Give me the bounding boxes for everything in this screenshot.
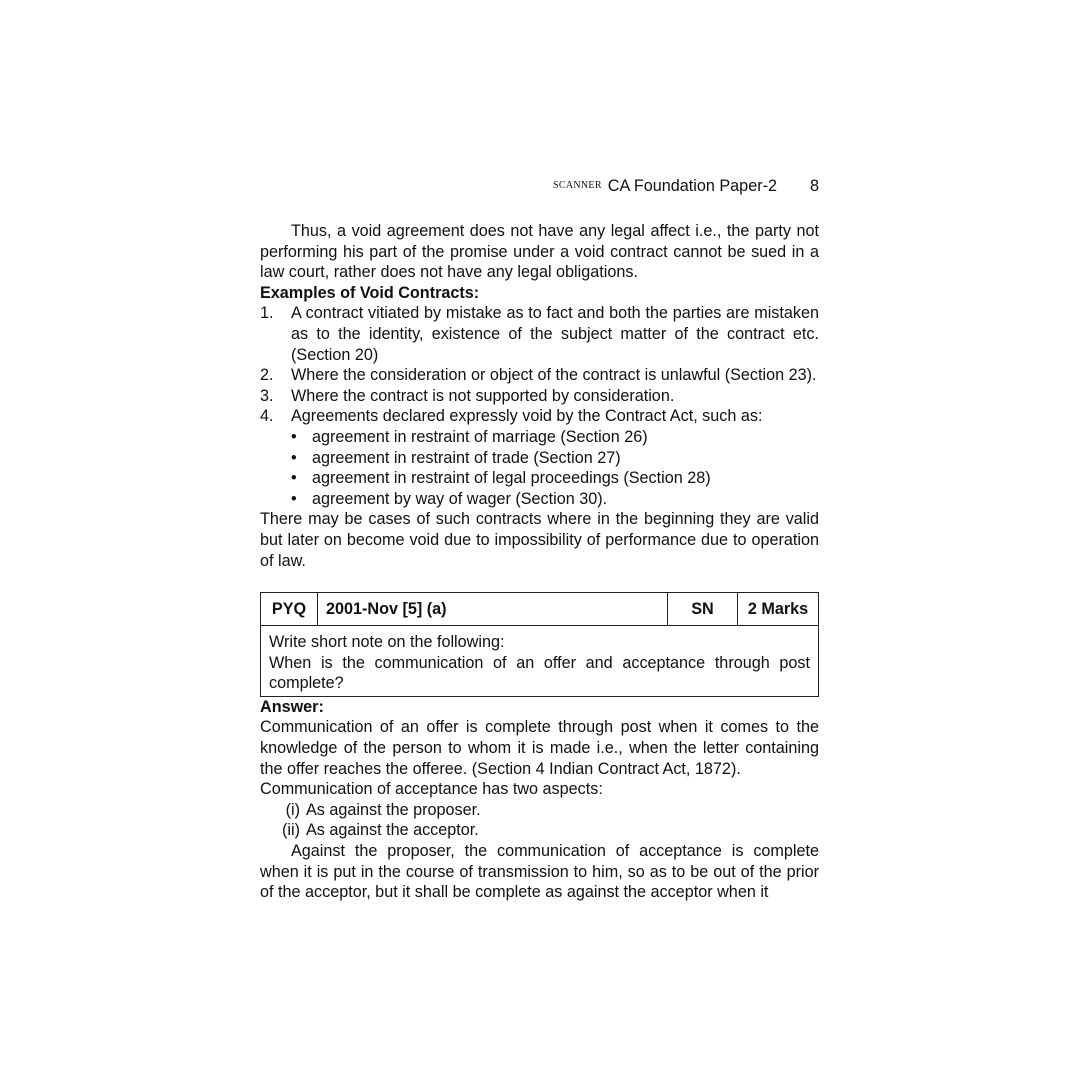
pyq-box [260,592,819,697]
list-item-text: Where the contract is not supported by consideration. [291,386,675,405]
list-item [260,365,819,386]
list-marker: 2. [260,366,274,385]
aspects-list [260,800,819,841]
pyq-label: PYQ [261,593,318,625]
list-marker: 1. [260,304,274,323]
list-item-text: A contract vitiated by mistake as to fact and both the parties are mistaken as to the identity, existence of the subject matter of the contract etc. (Section 20) [291,304,819,364]
pyq-type: SN [668,593,738,625]
scanner-logo: SCANNER [553,180,602,191]
list-item-text: Agreements declared expressly void by the Contract Act, such as: [291,407,763,426]
examples-list [260,303,819,509]
bullet-icon: • [291,448,297,467]
pyq-marks: 2 Marks [747,599,809,618]
bullet-icon: • [291,489,297,508]
examples-heading: Examples of Void Contracts: [260,283,480,302]
bullet-text: agreement in restraint of trade (Section 27) [312,448,621,467]
list-item [260,820,819,841]
pyq-question [261,626,818,696]
bullet-item [291,468,819,489]
pyq-header-row [261,593,818,626]
closing-paragraph: There may be cases of such contracts where in the beginning they are valid but later on become void due to impossibility of performance due to operation of law. [260,510,819,570]
document-page [260,176,819,903]
list-item [260,406,819,509]
list-marker: (i) [285,800,300,819]
running-header [260,176,819,198]
list-marker: 3. [260,386,274,405]
bullet-list [291,427,819,509]
book-title: CA Foundation Paper-2 [607,177,777,195]
pyq-question-line1: Write short note on the following: [269,633,505,652]
intro-paragraph: Thus, a void agreement does not have any legal affect i.e., the party not performing his part of the promise under a void contract cannot be sued in a law court, rather does not have any legal obligations. [260,222,819,282]
list-item [260,800,819,821]
list-item-text: As against the proposer. [306,800,481,819]
list-item-text: As against the acceptor. [306,821,479,840]
bullet-icon: • [291,469,297,488]
bullet-item [291,427,819,448]
answer-paragraph: Against the proposer, the communication of acceptance is complete when it is put in the course of transmission to him, so as to be out of the prior of the acceptor, but it shall be complete as against the acceptor when it [260,842,819,902]
bullet-icon: • [291,427,297,446]
answer-paragraph: Communication of acceptance has two aspects: [260,780,603,799]
list-marker: (ii) [282,821,300,840]
bullet-text: agreement in restraint of legal proceedings (Section 28) [312,469,711,488]
list-item [260,386,819,407]
pyq-question-line2: When is the communication of an offer and acceptance through post complete? [269,653,810,693]
bullet-item [291,448,819,469]
page-number: 8 [809,177,819,195]
list-item-text: Where the consideration or object of the contract is unlawful (Section 23). [291,366,817,385]
list-item [260,303,819,365]
answer-paragraph: Communication of an offer is complete through post when it comes to the knowledge of the person to whom it is made i.e., when the letter containing the offer reaches the offeree. (Section 4 Indian Contract Act, 1872). [260,718,819,778]
bullet-text: agreement in restraint of marriage (Section 26) [312,427,648,446]
bullet-text: agreement by way of wager (Section 30). [312,489,608,508]
answer-heading: Answer: [260,697,324,716]
pyq-exam: 2001-Nov [5] (a) [318,593,668,625]
bullet-item [291,489,819,510]
list-marker: 4. [260,407,274,426]
